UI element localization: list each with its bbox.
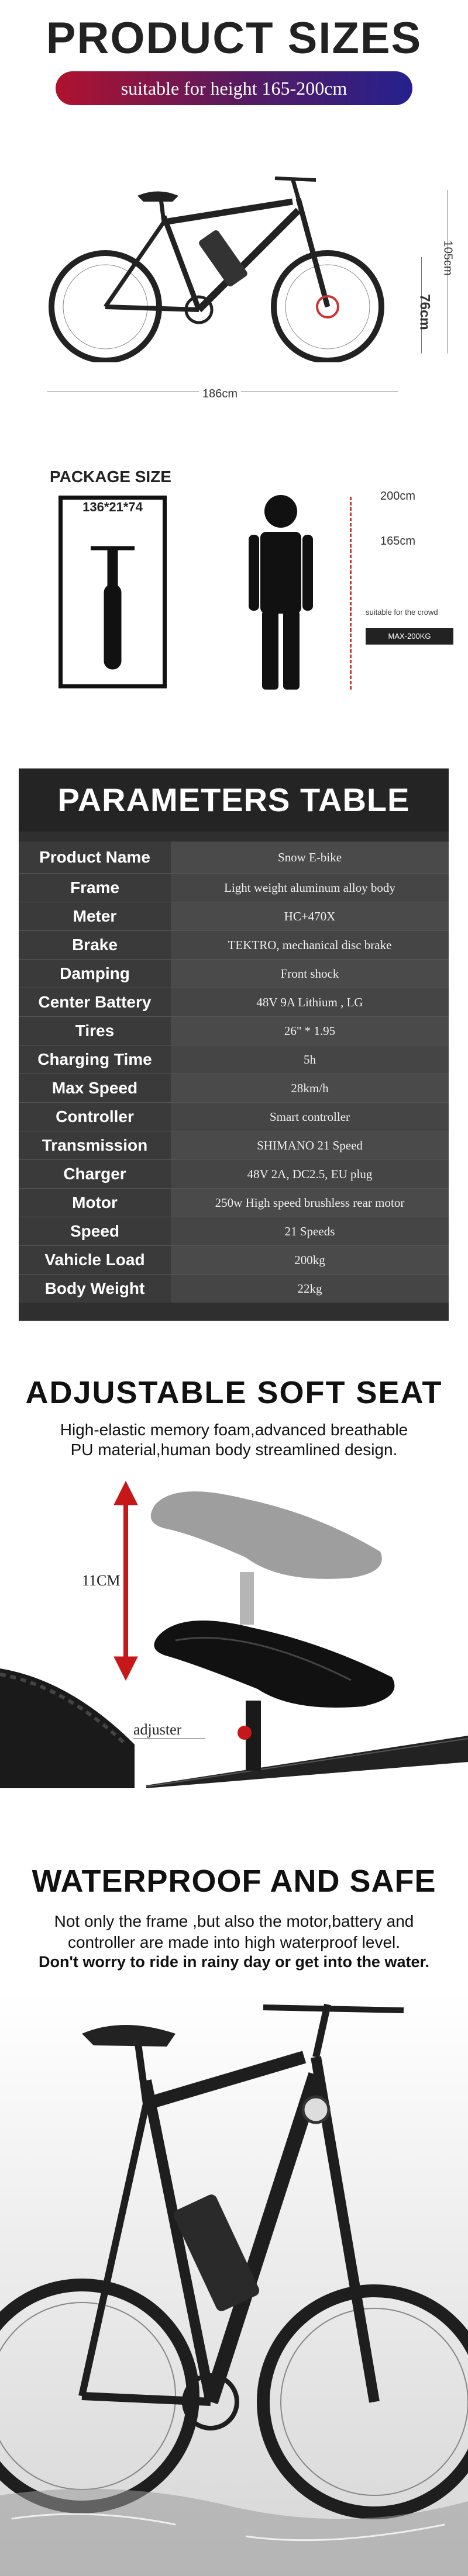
table-row <box>19 1245 449 1274</box>
param-value-cell: 22kg <box>171 1275 449 1303</box>
param-name-cell: Controller <box>19 1103 171 1131</box>
param-name-cell: Meter <box>19 902 171 930</box>
param-value-cell: 28km/h <box>171 1074 449 1102</box>
bike-front-icon <box>88 538 137 672</box>
seat-description-line-1: High-elastic memory foam,advanced breathable <box>60 1421 408 1439</box>
param-name-cell: Charger <box>19 1160 171 1188</box>
seat-title: ADJUSTABLE SOFT SEAT <box>25 1375 443 1410</box>
package-size-title: PACKAGE SIZE <box>50 468 171 486</box>
adjuster-label: adjuster <box>133 1721 205 1739</box>
product-sizes-title: PRODUCT SIZES <box>46 13 422 63</box>
param-name-cell: Vahicle Load <box>19 1246 171 1274</box>
param-name-cell: Damping <box>19 960 171 988</box>
waterproof-line-3: Don't worry to ride in rainy day or get into the water. <box>38 1953 429 1971</box>
table-row <box>19 959 449 988</box>
param-value-cell: Smart controller <box>171 1103 449 1131</box>
parameters-table-title: PARAMETERS TABLE <box>19 768 449 832</box>
adjustable-seat-section <box>0 1344 468 1788</box>
package-dimensions: 136*21*74 <box>82 500 143 514</box>
table-row <box>19 1102 449 1131</box>
param-value-cell: 48V 2A, DC2.5, EU plug <box>171 1160 449 1188</box>
height-total-label: 105cm <box>441 240 455 276</box>
param-value-cell: Front shock <box>171 960 449 988</box>
param-value-cell: 26" * 1.95 <box>171 1017 449 1045</box>
seat-illustration <box>0 1470 468 1788</box>
bike-in-water-photo <box>0 1993 468 2576</box>
param-name-cell: Charging Time <box>19 1045 171 1074</box>
param-value-cell: SHIMANO 21 Speed <box>171 1131 449 1159</box>
waterproof-line-2: controller are made into high waterproof level. <box>67 1933 401 1951</box>
param-name-cell: Transmission <box>19 1131 171 1159</box>
param-value-cell: 48V 9A Lithium , LG <box>171 988 449 1016</box>
table-row <box>19 1045 449 1074</box>
table-row <box>19 988 449 1016</box>
table-row <box>19 873 449 902</box>
seat-description-line-2: PU material,human body streamlined design. <box>70 1441 398 1459</box>
parameters-table <box>19 768 449 1321</box>
table-row <box>19 1274 449 1303</box>
waterproof-title: WATERPROOF AND SAFE <box>32 1864 436 1899</box>
param-name-cell: Product Name <box>19 842 171 873</box>
table-row <box>19 1159 449 1188</box>
param-value-cell: TEKTRO, mechanical disc brake <box>171 931 449 959</box>
person-silhouette <box>246 494 316 693</box>
param-value-cell: Light weight aluminum alloy body <box>171 874 449 902</box>
waterproof-line-1: Not only the frame ,but also the motor,battery and <box>54 1912 414 1930</box>
bike-side-illustration <box>41 175 415 362</box>
table-row <box>19 842 449 873</box>
height-banner: suitable for height 165-200cm <box>56 71 412 105</box>
param-name-cell: Center Battery <box>19 988 171 1016</box>
seat-range-label: 11CM <box>82 1572 121 1589</box>
crowd-min-height: 165cm <box>380 535 416 548</box>
frame-height-label: 76cm <box>417 294 433 330</box>
crowd-max-height: 200cm <box>380 490 416 503</box>
seat-description <box>0 1420 468 1460</box>
param-name-cell: Brake <box>19 931 171 959</box>
length-label: 186cm <box>199 387 241 401</box>
param-name-cell: Frame <box>19 874 171 902</box>
crowd-label: suitable for the crowd <box>366 608 438 617</box>
table-row <box>19 930 449 959</box>
parameters-section <box>0 768 468 1324</box>
param-name-cell: Body Weight <box>19 1275 171 1303</box>
table-row <box>19 1188 449 1217</box>
param-name-cell: Motor <box>19 1189 171 1217</box>
table-row <box>19 1131 449 1159</box>
product-sizes-section <box>0 0 468 754</box>
table-row <box>19 1074 449 1102</box>
parameters-table-body <box>19 842 449 1303</box>
param-value-cell: Snow E-bike <box>171 842 449 873</box>
param-value-cell: HC+470X <box>171 902 449 930</box>
crowd-height-line <box>350 497 352 690</box>
param-name-cell: Tires <box>19 1017 171 1045</box>
param-name-cell: Speed <box>19 1217 171 1245</box>
param-value-cell: 200kg <box>171 1246 449 1274</box>
table-row <box>19 902 449 930</box>
table-row <box>19 1217 449 1245</box>
param-value-cell: 5h <box>171 1045 449 1074</box>
waterproof-section <box>0 1841 468 2576</box>
param-value-cell: 250w High speed brushless rear motor <box>171 1189 449 1217</box>
max-load-badge: MAX-200KG <box>366 628 453 645</box>
waterproof-description <box>12 1911 456 1953</box>
param-value-cell: 21 Speeds <box>171 1217 449 1245</box>
table-row <box>19 1016 449 1045</box>
param-name-cell: Max Speed <box>19 1074 171 1102</box>
